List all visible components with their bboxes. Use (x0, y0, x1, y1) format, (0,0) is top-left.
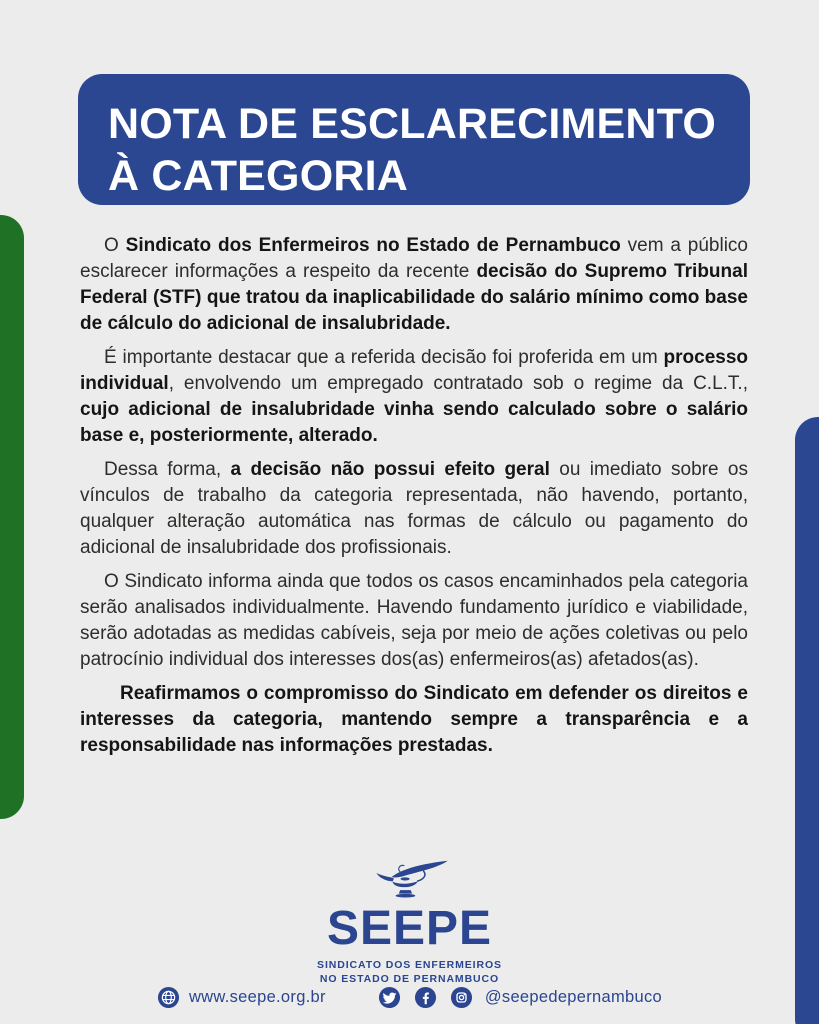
globe-icon (157, 986, 180, 1009)
text-run: Dessa forma, (104, 459, 231, 480)
facebook-icon (414, 986, 437, 1009)
website-url: www.seepe.org.br (188, 987, 326, 1006)
text-run-bold: Sindicato dos Enfermeiros no Estado de Pernambuco (125, 235, 621, 256)
text-run: ou imediato sobre os vínculos de trabalho da categoria representada, não havendo, portanto, qualquer alteração automática nas formas de cálculo ou pagamento do adicional de insalubridade dos profissionais. (80, 459, 748, 558)
text-run: O Sindicato informa ainda que todos os casos encaminhados pela categoria serão analisados individualmente. Havendo fundamento jurídico e viabilidade, serão adotadas as medidas cabíveis, seja por meio de ações coletivas ou pelo patrocínio individual dos interesses dos(as) enfermeiros(as) afetados(as). (80, 571, 748, 670)
left-green-accent-shape (0, 215, 24, 819)
instagram-icon (450, 986, 473, 1009)
text-run-bold: decisão do Supremo Tribunal Federal (STF) que tratou da inaplicabilidade do salário mínimo como base de cálculo do adicional de insalubridade. (80, 261, 748, 334)
page-title-line1: NOTA DE ESCLARECIMENTO (108, 100, 717, 148)
text-run: , envolvendo um empregado contratado sob o regime da C.L.T., (168, 373, 748, 394)
text-run-bold: cujo adicional de insalubridade vinha sendo calculado sobre o salário base e, posteriormente, alterado. (80, 399, 748, 446)
footer (0, 984, 819, 1010)
social-icons (378, 986, 473, 1009)
text-run-bold: a decisão não possui efeito geral (230, 459, 550, 480)
logo-acronym: SEEPE (326, 902, 493, 955)
logo-tagline-line2: NO ESTADO DE PERNAMBUCO (319, 973, 500, 985)
paragraph-2 (80, 345, 748, 449)
nightingale-lamp-icon (0, 860, 819, 907)
header-banner (78, 74, 750, 205)
paragraph-4 (80, 569, 748, 673)
text-run-bold: Reafirmamos o compromisso do Sindicato em defender os direitos e interesses da categoria, mantendo sempre a transparência e a responsabilidade nas informações prestadas. (80, 683, 748, 756)
logo-tagline-line1: SINDICATO DOS ENFERMEIROS (317, 959, 502, 971)
logo-tagline (0, 958, 819, 986)
text-run: O (104, 235, 126, 256)
notice-body (80, 233, 748, 767)
page-title-line2: À CATEGORIA (108, 152, 409, 200)
paragraph-5 (80, 681, 748, 759)
text-run: vem a público esclarecer informações a respeito da recente (80, 235, 749, 282)
text-run: É importante destacar que a referida decisão foi proferida em um (104, 347, 664, 368)
paragraph-1 (80, 233, 748, 337)
twitter-icon (378, 986, 401, 1009)
paragraph-3 (80, 457, 748, 561)
seepe-logo (0, 860, 819, 986)
social-handle: @seepedepernambuco (484, 987, 663, 1006)
page-title (108, 98, 734, 202)
website-group (157, 986, 326, 1009)
text-run-bold: processo individual (80, 347, 748, 394)
